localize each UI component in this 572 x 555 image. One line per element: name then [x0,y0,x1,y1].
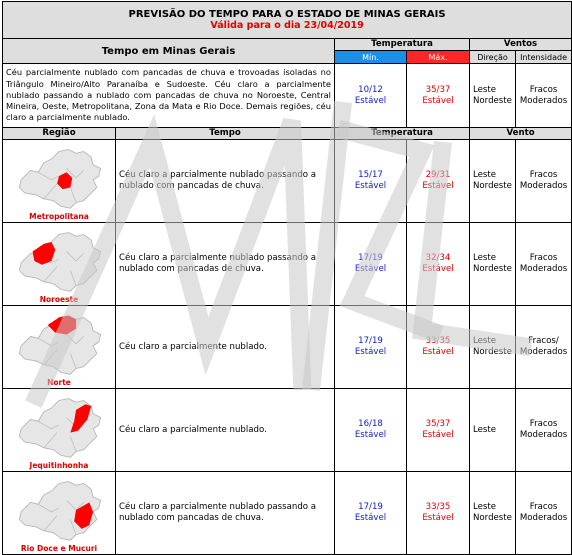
col-region: Região [3,128,116,140]
region-min-trend: Estável [354,181,387,191]
summary-min [335,64,407,128]
summary-max-trend: Estável [422,95,454,106]
summary-section-title: Tempo em Minas Gerais [3,39,335,64]
summary-winds-label: Ventos [470,39,572,51]
page-title: PREVISÃO DO TEMPO PARA O ESTADO DE MINAS GERAIS [128,8,446,20]
region-max-value: 35/37 [425,419,451,429]
region-intensity: Fracos Moderados [516,140,572,223]
forecast-table [2,1,572,555]
region-min-value: 17/19 [358,253,383,263]
summary-description: Céu parcialmente nublado com pancadas de chuva e trovoadas isoladas no Triângulo Mineiro/Alto Paranaíba e Sudoeste. Céu claro a parcialmente nublado passando a nublado com pancadas de chuva no Noroeste, Central Mineira, Oeste, Metropolitana, Zona da Mata e Rio Doce. Demais regiões, céu claro a parcialmente nublado. [3,64,335,128]
region-map [7,474,111,544]
summary-max-value: 35/37 [425,84,451,95]
validity-date: Válida para o dia 23/04/2019 [210,19,364,31]
region-min [335,223,407,306]
min-label: Mín. [335,51,407,64]
region-min-trend: Estável [354,513,387,523]
region-row [3,223,572,306]
region-row [3,472,572,555]
region-min [335,472,407,555]
region-max-trend: Estável [422,264,454,274]
region-map [7,225,111,295]
region-intensity: Fracos Moderados [516,389,572,472]
forecast-document [2,1,568,553]
region-max-trend: Estável [422,430,454,440]
summary-min-trend: Estável [354,95,387,106]
region-direction: Leste [470,389,516,472]
region-max [407,140,470,223]
region-row [3,306,572,389]
region-max-trend: Estável [422,513,454,523]
region-min-trend: Estável [354,430,387,440]
region-direction: Leste Nordeste [470,306,516,389]
region-intensity: Fracos Moderados [516,223,572,306]
region-max-value: 33/35 [425,502,451,512]
region-weather: Céu claro a parcialmente nublado passando a nublado com pancadas de chuva. [116,472,335,555]
region-max [407,306,470,389]
region-row [3,389,572,472]
region-min-value: 17/19 [358,336,383,346]
col-wind: Vento [470,128,572,140]
region-max-trend: Estável [422,181,454,191]
summary-max [407,64,470,128]
region-min [335,306,407,389]
intensity-label: Intensidade [516,51,572,64]
region-min-value: 15/17 [358,170,383,180]
region-min [335,389,407,472]
region-map-cell [3,389,116,472]
region-min-value: 16/18 [358,419,383,429]
region-row [3,140,572,223]
region-intensity: Fracos/ Moderados [516,306,572,389]
region-name: Metropolitana [29,212,89,221]
region-map-cell [3,306,116,389]
direction-label: Direção [470,51,516,64]
region-weather: Céu claro a parcialmente nublado passando a nublado com pancadas de chuva. [116,223,335,306]
region-min-trend: Estável [354,347,387,357]
region-name: Rio Doce e Mucuri [20,544,98,553]
region-min-trend: Estável [354,264,387,274]
region-direction: Leste Nordeste [470,140,516,223]
region-map-cell [3,472,116,555]
col-weather: Tempo [116,128,335,140]
region-weather: Céu claro a parcialmente nublado. [116,389,335,472]
summary-row [3,64,572,128]
region-name: Noroeste [39,295,79,304]
region-max-value: 32/34 [425,253,451,263]
forecast-header [3,2,572,39]
region-weather: Céu claro a parcialmente nublado. [116,306,335,389]
state-outline [19,233,100,292]
region-map [7,142,111,212]
region-map [7,391,111,461]
summary-intensity: Fracos Moderados [516,64,572,128]
summary-min-value: 10/12 [358,84,383,95]
region-name: Norte [47,378,71,387]
region-min [335,140,407,223]
region-map-cell [3,223,116,306]
region-intensity: Fracos Moderados [516,472,572,555]
summary-direction: Leste Nordeste [470,64,516,128]
region-name: Jequitinhonha [29,461,89,470]
region-map-cell [3,140,116,223]
region-max-value: 29/31 [425,170,451,180]
region-max [407,389,470,472]
region-max-value: 33/35 [425,336,451,346]
region-max [407,223,470,306]
region-weather: Céu claro a parcialmente nublado passando a nublado com pancadas de chuva. [116,140,335,223]
max-label: Máx. [407,51,470,64]
summary-temperature-label: Temperatura [335,39,470,51]
region-map [7,308,111,378]
region-direction: Leste Nordeste [470,223,516,306]
col-temperature: Temperatura [335,128,470,140]
region-min-value: 17/19 [358,502,383,512]
region-max-trend: Estável [422,347,454,357]
region-max [407,472,470,555]
region-direction: Leste Nordeste [470,472,516,555]
